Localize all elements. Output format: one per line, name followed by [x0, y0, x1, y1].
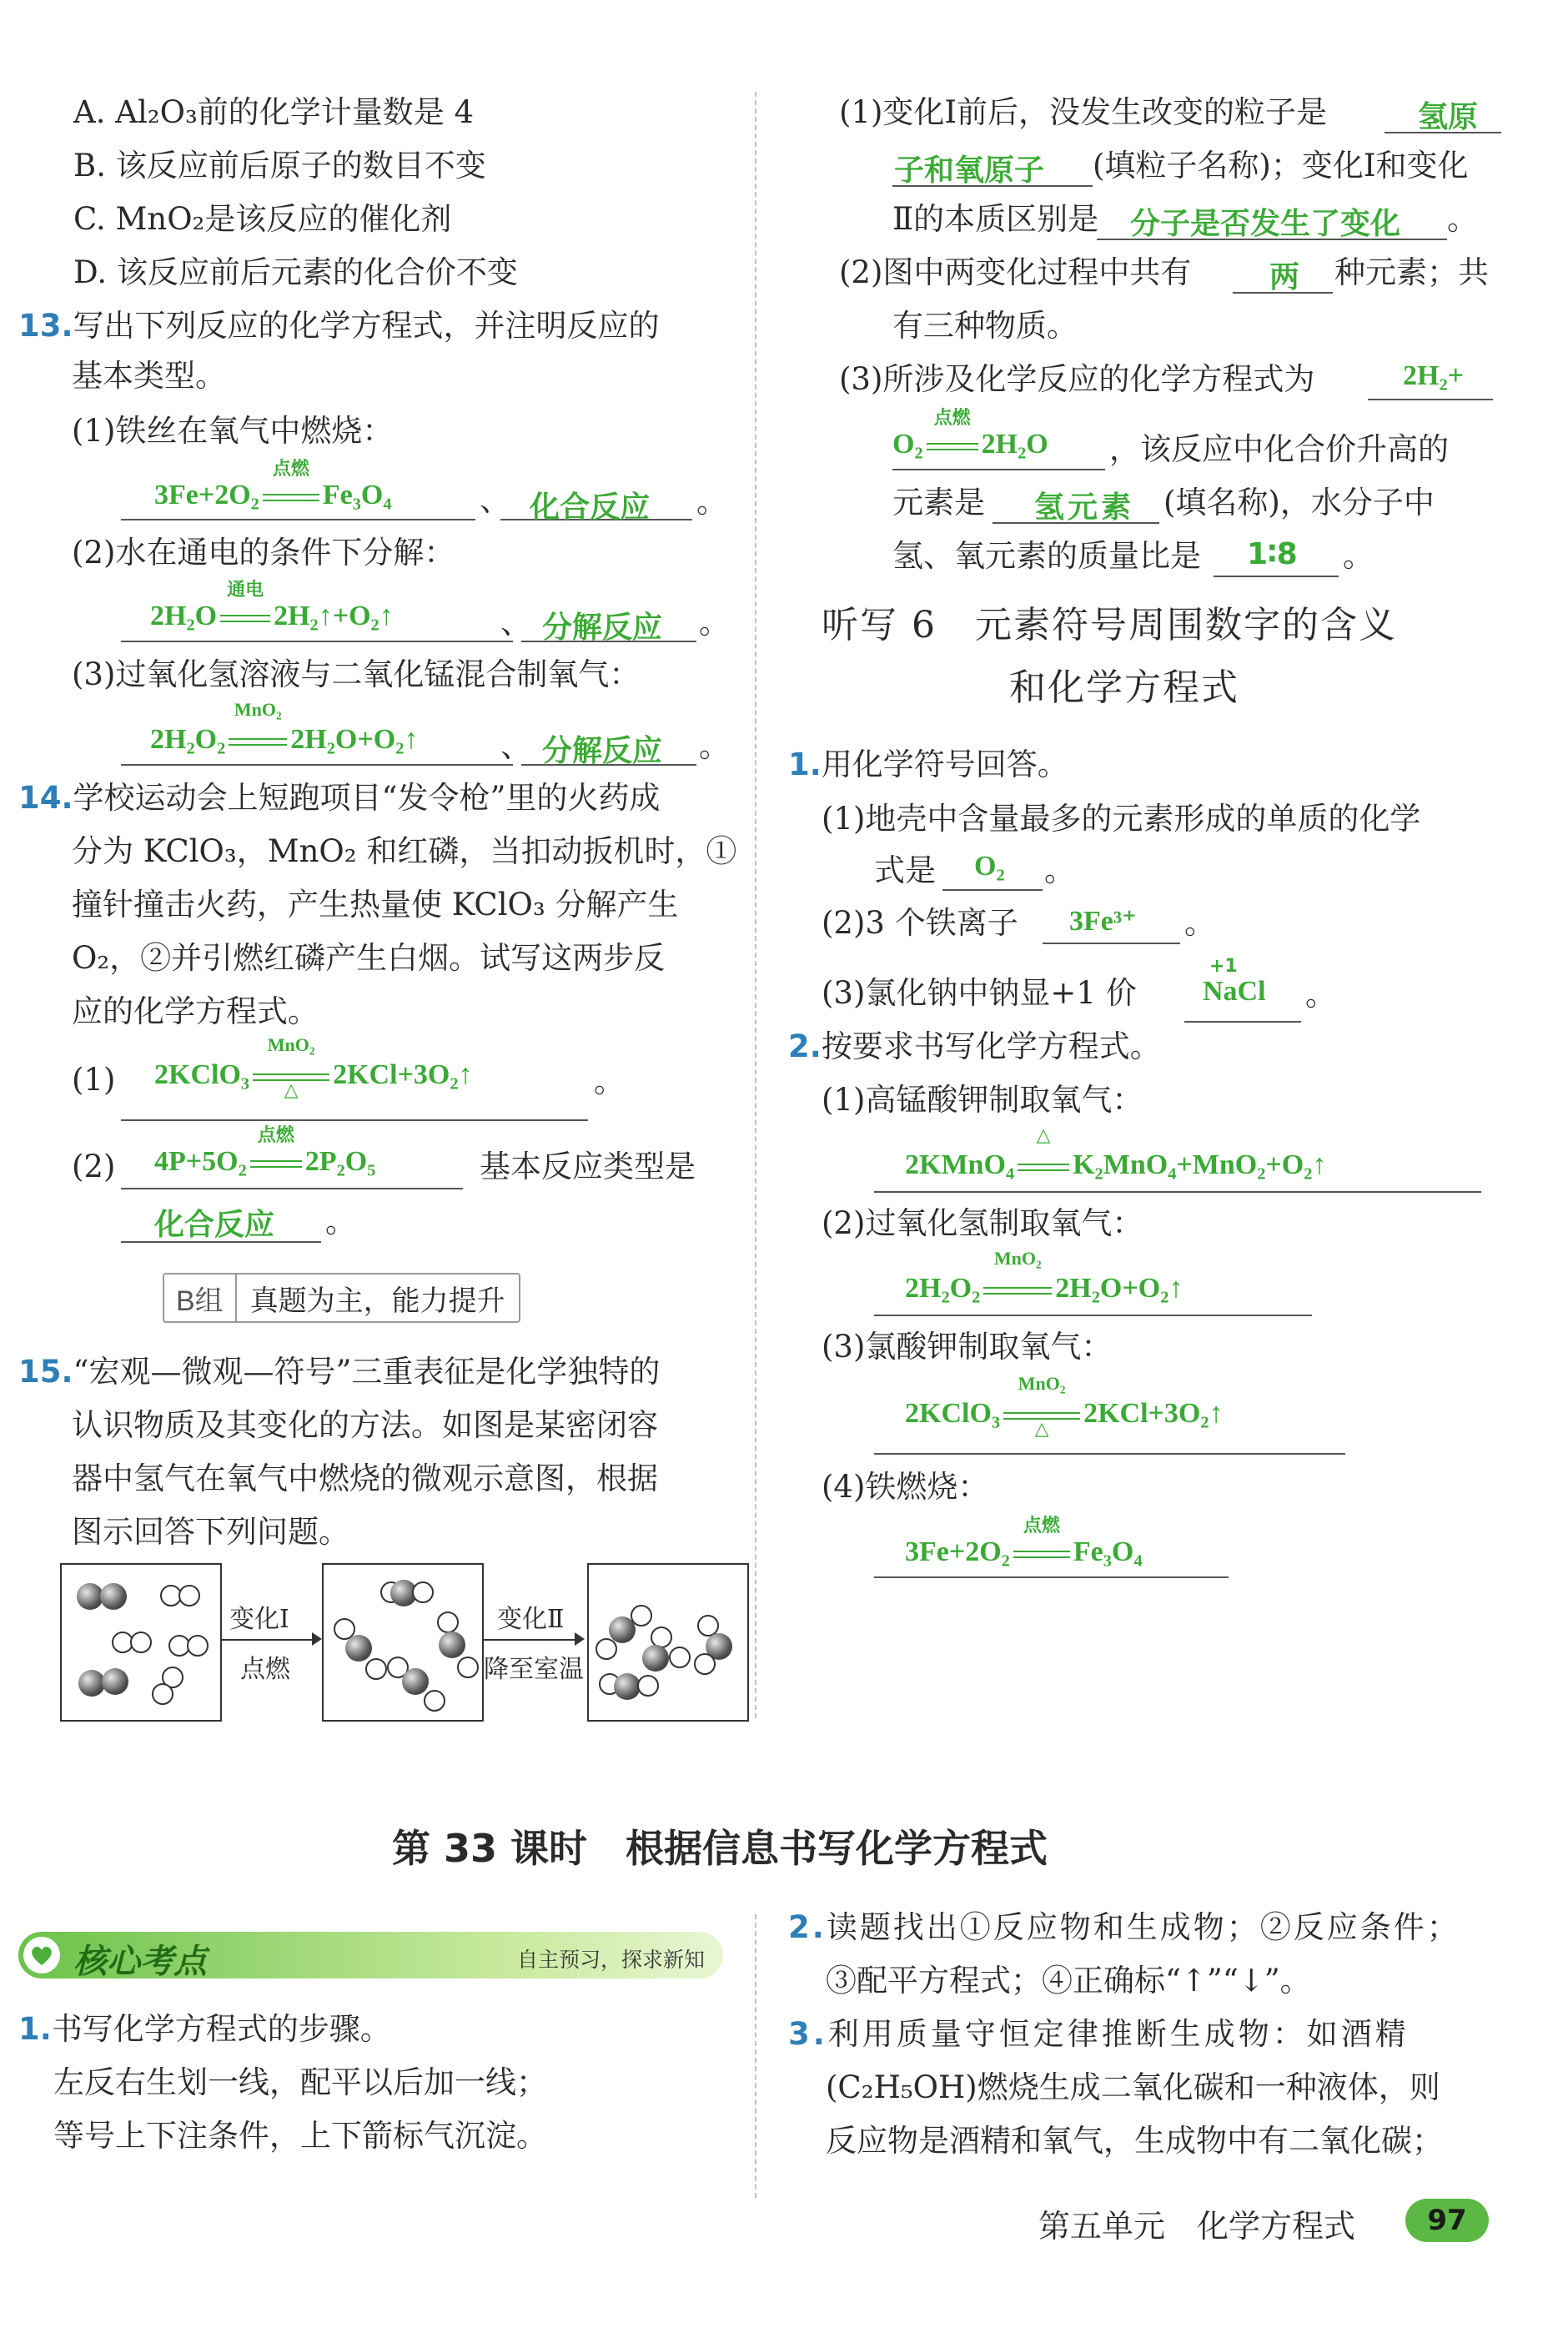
- diagram-box-middle: [322, 1563, 484, 1722]
- q15-answer-6: 1∶8: [1247, 537, 1298, 571]
- diagram-box-before: [60, 1563, 222, 1722]
- hydrogen-atom-icon: [178, 1585, 200, 1606]
- q14-number: 14.: [18, 780, 73, 816]
- q13-p1-type: 化合反应: [530, 490, 651, 525]
- q15-stem: 15.“宏观—微观—符号”三重表征是化学独特的: [18, 1354, 661, 1390]
- hydrogen-atom-icon: [596, 1638, 617, 1660]
- lesson-title: 第 33 课时 根据信息书写化学方程式: [392, 1826, 1048, 1871]
- lesson-p3-line2: (C₂H₅OH)燃烧生成二氧化碳和一种液体，则: [826, 2069, 1440, 2105]
- q13-p1-sep: 、: [480, 482, 510, 518]
- dictation-q2-answer2: 2H₂O₂ MnO₂ 2H₂O+O₂↑: [905, 1248, 1184, 1304]
- dictation-q1: 1.用化学符号回答。: [788, 747, 1068, 782]
- q15-answer-l5: 有三种物质。: [892, 308, 1078, 344]
- core-points-subtitle: 自主预习，探求新知: [516, 1948, 705, 1972]
- group-b-text: 真题为主，能力提升: [249, 1284, 505, 1318]
- arrow-2-head-icon: [575, 1632, 585, 1646]
- hydrogen-atom-icon: [694, 1653, 716, 1675]
- q15-line3: 器中氢气在氧气中燃烧的微观示意图，根据: [72, 1461, 658, 1496]
- q15-answer-equation: O₂ 点燃 2H₂O: [892, 407, 1048, 460]
- hydrogen-atom-icon: [187, 1635, 209, 1657]
- column-divider: [755, 92, 756, 1718]
- q13-p3-equation: 2H₂O₂ MnO₂ 2H₂O+O₂↑: [150, 699, 419, 755]
- q14-line2: 分为 KClO₃，MnO₂ 和红磷，当扣动扳机时，①: [72, 833, 737, 869]
- q15-answer-l9: 氢、氧元素的质量比是: [892, 538, 1201, 574]
- oxygen-atom-icon: [609, 1616, 636, 1643]
- q13-part1: (1)铁丝在氧气中燃烧：: [72, 413, 394, 449]
- dictation-q2-p1: (1)高锰酸钾制取氧气：: [822, 1082, 1143, 1118]
- q13-part3: (3)过氧化氢溶液与二氧化锰混合制氧气：: [72, 656, 641, 692]
- lesson-p2: 2.读题找出①反应物和生成物；②反应条件；: [788, 1909, 1460, 1945]
- q15-number: 15.: [18, 1354, 73, 1390]
- hydrogen-atom-icon: [669, 1647, 691, 1668]
- diagram-box-after: [587, 1563, 749, 1722]
- hydrogen-atom-icon: [637, 1675, 659, 1697]
- q15-answer-l4: (2)图中两变化过程中共有: [839, 254, 1192, 290]
- lesson-p1: 1.书写化学方程式的步骤。: [18, 2011, 391, 2047]
- dictation-q1-answer3: NaCl: [1203, 976, 1266, 1007]
- dictation-q1-p2: (2)3 个铁离子: [822, 905, 1018, 941]
- q15-answer-l8: 元素是: [892, 485, 985, 520]
- arrow-1-head-icon: [312, 1632, 322, 1646]
- core-points-title: 核心考点: [73, 1943, 207, 1981]
- heart-icon: [23, 1937, 60, 1973]
- arrow-2-bottom-label: 降至室温: [484, 1655, 584, 1684]
- footer-unit: 第五单元 化学方程式: [1038, 2208, 1356, 2245]
- lesson-p2-line2: ③配平方程式；④正确标“↑”“↓”。: [826, 1963, 1311, 1999]
- dictation-q1-answer1: O₂: [974, 851, 1005, 882]
- arrow-1: [221, 1639, 319, 1641]
- q14-line5: 应的化学方程式。: [72, 993, 319, 1029]
- lesson-p1-number: 1.: [18, 2011, 52, 2047]
- q15-answer-5: 氢元素: [1034, 490, 1135, 525]
- dictation-q1-p1a: (1)地壳中含量最多的元素形成的单质的化学: [822, 801, 1421, 837]
- hydrogen-atom-icon: [457, 1657, 479, 1678]
- dictation-q2: 2.按要求书写化学方程式。: [788, 1028, 1161, 1064]
- q13-p2-equation: 2H₂O 通电 2H₂↑+O₂↑: [150, 579, 394, 631]
- lesson-p3: 3.利用质量守恒定律推断生成物：如酒精: [788, 2016, 1410, 2052]
- q13-stem-line2: 基本类型。: [72, 358, 226, 394]
- q14-line3: 撞针撞击火药，产生热量使 KClO₃ 分解产生: [72, 887, 679, 923]
- oxygen-atom-icon: [642, 1645, 669, 1672]
- dictation-q1-number: 1.: [788, 747, 822, 782]
- hydrogen-atom-icon: [130, 1632, 152, 1653]
- oxygen-atom-icon: [102, 1668, 128, 1695]
- dictation-q2-answer3: 2KClO₃ MnO₂ △ 2KCl+3O₂↑: [905, 1373, 1224, 1439]
- dictation-title-line1: 听写 6 元素符号周围数字的含义: [822, 604, 1397, 646]
- q13-part2: (2)水在通电的条件下分解：: [72, 535, 455, 571]
- q15-answer-2: 分子是否发生了变化: [1130, 207, 1401, 241]
- hydrogen-atom-icon: [412, 1581, 434, 1603]
- dictation-q1-p1b: 式是: [874, 852, 936, 888]
- hydrogen-atom-icon: [437, 1611, 459, 1633]
- q14-line4: O₂，②并引燃红磷产生白烟。试写这两步反: [72, 940, 666, 976]
- q15-answer-3: 两: [1269, 260, 1300, 294]
- q13-p2-type: 分解反应: [542, 611, 663, 645]
- dictation-q1-answer3-valence: +1: [1209, 956, 1238, 977]
- q15-answer-1a: 氢原: [1418, 100, 1479, 134]
- q14-p2-label: (2): [72, 1149, 116, 1184]
- oxygen-atom-icon: [402, 1668, 429, 1695]
- q15-answer-l7: ，该反应中化合价升高的: [1109, 431, 1449, 467]
- q13-p1-equation: 3Fe+2O₂ 点燃 Fe₃O₄: [154, 458, 392, 510]
- q15-answer-l3: Ⅱ的本质区别是: [892, 201, 1099, 237]
- option-c: C. MnO₂是该反应的催化剂: [73, 201, 452, 237]
- q13-p3-type: 分解反应: [542, 734, 663, 768]
- dictation-q2-number: 2.: [788, 1028, 822, 1064]
- option-d: D. 该反应前后元素的化合价不变: [73, 254, 518, 290]
- dictation-q2-answer4: 3Fe+2O₂ 点燃 Fe₃O₄: [905, 1515, 1143, 1567]
- dictation-q1-p3: (3)氯化钠中钠显+1 价: [822, 975, 1137, 1011]
- q15-answer-l1: (1)变化Ⅰ前后，没发生改变的粒子是: [839, 94, 1328, 130]
- dictation-q2-p4: (4)铁燃烧：: [822, 1469, 989, 1505]
- arrow-1-bottom-label: 点燃: [240, 1655, 290, 1684]
- hydrogen-atom-icon: [152, 1683, 173, 1705]
- lesson-p1-line3: 等号上下注条件，上下箭标气沉淀。: [53, 2118, 547, 2154]
- lesson-p2-number: 2.: [788, 1909, 827, 1945]
- q13-number: 13.: [18, 308, 73, 344]
- option-b: B. 该反应前后原子的数目不变: [73, 148, 486, 184]
- q14-p2-equation: 4P+5O₂ 点燃 2P₂O₅: [154, 1124, 376, 1177]
- q14-stem: 14.学校运动会上短跑项目“发令枪”里的火药成: [18, 780, 661, 816]
- q14-p1-label: (1): [72, 1062, 116, 1098]
- hydrogen-atom-icon: [365, 1658, 387, 1680]
- dictation-title-line2: 和化学方程式: [1009, 666, 1239, 709]
- q15-answer-l8b: (填名称)，水分子中: [1163, 485, 1435, 520]
- arrow-2-top-label: 变化Ⅱ: [497, 1605, 565, 1634]
- lesson-p3-line3: 反应物是酒精和氧气，生成物中有二氧化碳；: [826, 2123, 1443, 2159]
- hydrogen-atom-icon: [424, 1690, 445, 1712]
- q14-p2-tail: 基本反应类型是: [480, 1149, 696, 1184]
- lesson-column-divider: [755, 1914, 756, 2198]
- dictation-q2-p3: (3)氯酸钾制取氧气：: [822, 1329, 1113, 1365]
- lesson-p3-number: 3.: [788, 2016, 828, 2052]
- option-a: A. Al₂O₃前的化学计量数是 4: [73, 94, 475, 130]
- lesson-p1-line2: 左反右生划一线，配平以后加一线；: [53, 2064, 547, 2100]
- arrow-2: [484, 1639, 582, 1641]
- page-number: 97: [1405, 2199, 1489, 2242]
- oxygen-atom-icon: [100, 1583, 127, 1610]
- q15-answer-l2: (填粒子名称)；变化Ⅰ和变化: [1093, 148, 1469, 184]
- group-b-label: B组: [164, 1275, 237, 1321]
- q15-line2: 认识物质及其变化的方法。如图是某密闭容: [72, 1407, 658, 1443]
- oxygen-atom-icon: [439, 1632, 465, 1658]
- dictation-q1-answer2: 3Fe³⁺: [1069, 906, 1137, 937]
- q13-stem: [18, 304, 660, 349]
- q15-line4: 图示回答下列问题。: [72, 1514, 349, 1550]
- core-points-banner: [18, 1932, 723, 1981]
- group-b-tag: [163, 1273, 520, 1323]
- q15-answer-1b: 子和氧原子: [894, 153, 1045, 188]
- q14-p1-equation: 2KClO₃ MnO₂ △ 2KCl+3O₂↑: [154, 1034, 473, 1100]
- arrow-1-top-label: 变化Ⅰ: [229, 1605, 289, 1634]
- q15-answer-l4b: 种元素；共: [1334, 254, 1489, 290]
- q15-answer-l6: (3)所涉及化学反应的化学方程式为: [839, 361, 1315, 397]
- dictation-q2-answer1: 2KMnO₄ △ K₂MnO₄+MnO₂+O₂↑: [905, 1124, 1327, 1180]
- q14-p2-type: 化合反应: [154, 1208, 275, 1242]
- oxygen-atom-icon: [345, 1635, 372, 1662]
- dictation-q2-p2: (2)过氧化氢制取氧气：: [822, 1205, 1143, 1241]
- q13-stem-line1: 写出下列反应的化学方程式，并注明反应的: [73, 308, 660, 344]
- q15-answer-4a: 2H₂+: [1403, 360, 1465, 391]
